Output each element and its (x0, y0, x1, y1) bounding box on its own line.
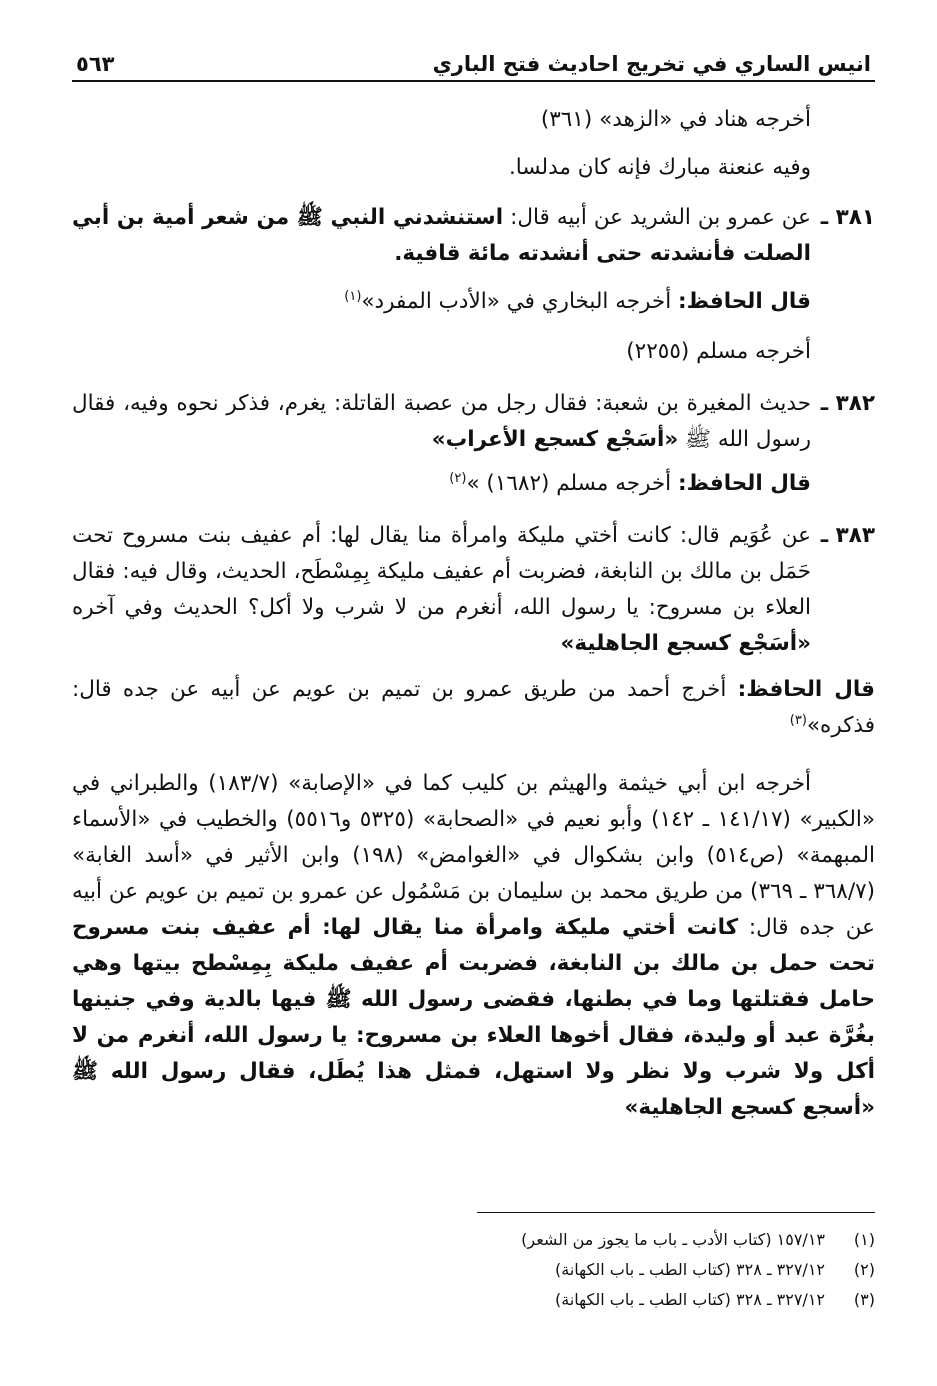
entry-number: ٣٨٣ ـ (820, 523, 875, 548)
paragraph-bold-lead: كانت أختي مليكة وامرأة منا يقال لها: (310, 915, 739, 940)
footnote-divider (477, 1212, 875, 1213)
hafiz-note (72, 466, 875, 502)
footnote-item (62, 1225, 875, 1255)
footnote-text: ٣٢٧/١٢ ـ ٣٢٨ (كتاب الطب ـ باب الكهانة) (555, 1290, 825, 1309)
main-text (72, 102, 875, 1126)
entry-hadith-text: استنشدني النبي ﷺ من شعر أمية بن أبي الصلت فأنشدته حتى أنشدته مائة قافية. (72, 205, 811, 266)
text-line: أخرجه مسلم (٢٢٥٥) (626, 339, 811, 364)
book-title: انيس الساري في تخريج احاديث فتح الباري (432, 52, 871, 76)
page-number: ٥٦٣ (76, 52, 115, 76)
hafiz-text: أخرجه مسلم (١٦٨٢) » (466, 471, 678, 496)
entry-text (72, 518, 811, 662)
footnote-number: (٣) (853, 1290, 875, 1309)
text-line: وفيه عنعنة مبارك فإنه كان مدلسا. (508, 155, 811, 180)
paragraph-text: أخرجه ابن أبي خيثمة والهيثم بن كليب كما في «الإصابة» (١٨٣/٧) والطبراني في «الكبير» (١٤١/١٧ ـ ١٤٢) وأبو نعيم في «الصحابة» (٥٣٢٥ و٥٥١٦) والخطيب في «الأسماء المبهمة» (ص٥١٤) وابن بشكوال في «الغوامض» (١٩٨) وابن الأثير في «أسد الغابة» (٣٦٨/٧ ـ ٣٦٩) من طريق محمد بن سليمان بن مَسْمُول عن عمرو بن تميم بن عويم عن أبيه عن جده قال: (72, 771, 876, 940)
entry-number: ٣٨١ ـ (820, 205, 875, 230)
paragraph-bold-text: أم عفيف بنت مسروح تحت حمل بن مالك بن النابغة، فضربت أم عفيف مليكة بِمِسْطح بيتها وهي حامل فقتلتها وما في بطنها، فقضى رسول الله ﷺ فيها بالدية وفي جنينها بغُرَّة عبد أو وليدة، فقال أخوها العلاء بن مسروح: يا رسول الله، أنغرم من لا أكل ولا شرب ولا نظر ولا استهل، فمثل هذا يُطَل، فقال رسول الله ﷺ «أسجع كسجع الجاهلية» (72, 915, 875, 1120)
entry-narration: حديث المغيرة بن شعبة: فقال رجل من عصبة القاتلة: يغرم، فذكر نحوه وفيه، فقال رسول الله ﷺ (72, 391, 811, 452)
text-line: أخرجه هناد في «الزهد» (٣٦١) (540, 107, 811, 132)
entry-hadith-text: «أسَجْع كسجع الجاهلية» (560, 631, 811, 656)
footnote-mark: (٣) (789, 712, 807, 728)
hafiz-note (72, 284, 875, 320)
hafiz-label: قال الحافظ: (737, 677, 875, 702)
hafiz-text: أخرجه البخاري في «الأدب المفرد» (361, 289, 678, 314)
footnote-area (62, 1212, 875, 1315)
footnote-list (62, 1225, 875, 1315)
entry-number: ٣٨٢ ـ (820, 391, 875, 416)
footnote-mark: (١) (344, 288, 362, 304)
hadith-entry-381 (72, 200, 875, 272)
footnote-text: ١٥٧/١٣ (كتاب الأدب ـ باب ما يجوز من الشعر) (521, 1230, 825, 1249)
hafiz-label: قال الحافظ: (678, 289, 811, 314)
hafiz-text: أخرج أحمد من طريق عمرو بن تميم بن عويم عن أبيه عن جده قال: فذكره» (72, 677, 875, 738)
running-header (72, 36, 875, 82)
hadith-entry-382 (72, 386, 875, 458)
footnote-item (62, 1255, 875, 1285)
entry-text (72, 200, 811, 272)
entry-hadith-text: «أسَجْع كسجع الأعراب» (431, 427, 679, 452)
footnote-item (62, 1285, 875, 1315)
takhrij-paragraph (72, 766, 875, 1126)
hafiz-label: قال الحافظ: (678, 471, 811, 496)
entry-narration: عن عمرو بن الشريد عن أبيه قال: (503, 205, 811, 230)
footnote-number: (٢) (853, 1260, 875, 1279)
entry-narration: عن عُوَيم قال: كانت أختي مليكة وامرأة منا يقال لها: أم عفيف بنت مسروح تحت حَمَل بن مالك بن النابغة، فضربت أم عفيف مليكة بِمِسْطَح، الحديث، وقال فيه: فقال العلاء بن مسروح: يا رسول الله، أنغرم من لا شرب ولا أكل؟ الحديث وفي آخره (72, 523, 811, 620)
hafiz-note (72, 672, 875, 744)
footnote-number: (١) (853, 1230, 875, 1249)
hadith-entry-383 (72, 518, 875, 662)
footnote-mark: (٢) (449, 470, 467, 486)
entry-text (72, 386, 811, 458)
footnote-text: ٣٢٧/١٢ ـ ٣٢٨ (كتاب الطب ـ باب الكهانة) (555, 1260, 825, 1279)
